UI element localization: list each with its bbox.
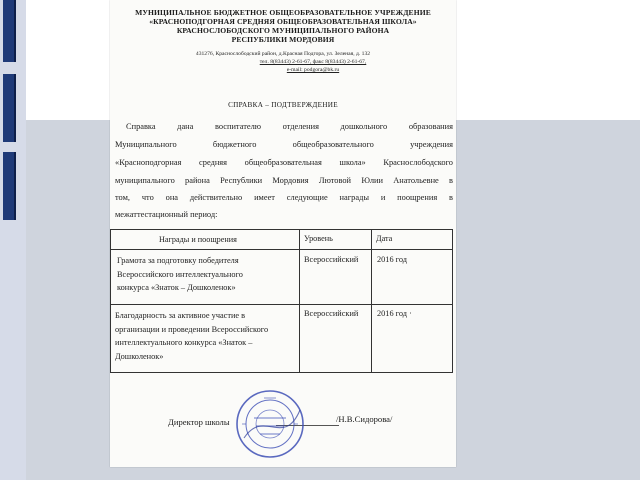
signature-name: /Н.В.Сидорова/ (336, 414, 393, 424)
org-header-line: МУНИЦИПАЛЬНОЕ БЮДЖЕТНОЕ ОБЩЕОБРАЗОВАТЕЛЬНОЕ УЧРЕЖДЕНИЕ (135, 8, 431, 17)
email: e-mail: podgora@bk.ru (286, 67, 340, 73)
signature-role: Директор школы (168, 417, 230, 427)
award-text: Благодарность за активное участие в (115, 311, 246, 320)
phone-fax: тел. 8(83443) 2-61-67, факс 8(83443) 2-61-67, (259, 59, 367, 65)
rail-decoration (3, 74, 16, 142)
body-text-line: том, что она действительно имеет следующие награды и поощрения в (115, 193, 453, 202)
level-cell: Всероссийский (304, 309, 359, 318)
table-header: Дата (376, 234, 393, 243)
document-title: СПРАВКА – ПОДТВЕРЖДЕНИЕ (228, 101, 338, 109)
award-text: конкурса «Знаток – Дошколенок» (117, 283, 236, 292)
scanned-certificate (110, 0, 456, 467)
award-text: Грамота за подготовку победителя (117, 256, 239, 265)
org-header-line: «КРАСНОПОДГОРНАЯ СРЕДНЯЯ ОБЩЕОБРАЗОВАТЕЛЬНАЯ ШКОЛА» (149, 17, 417, 26)
body-text-line: межаттестационный период: (115, 210, 218, 219)
table-header: Уровень (304, 234, 333, 243)
rail-decoration (3, 0, 16, 62)
body-text-line: Справка дана воспитателю отделения дошкольного образования (126, 122, 453, 131)
table-row (115, 309, 268, 363)
body-text-line: «Красноподгорная средняя общеобразовательная школа» Краснослободского (115, 158, 453, 167)
rail-decoration (3, 152, 16, 220)
org-header-line: РЕСПУБЛИКИ МОРДОВИЯ (231, 35, 335, 44)
award-text: Дошколенок» (115, 351, 164, 361)
table-header: Награды и поощрения (159, 235, 237, 244)
slide-left-rail (0, 0, 26, 480)
org-header-line: КРАСНОСЛОБОДСКОГО МУНИЦИПАЛЬНОГО РАЙОНА (176, 26, 390, 35)
award-text: интеллектуального конкурса «Знаток – (115, 338, 253, 347)
level-cell: Всероссийский (304, 255, 359, 264)
official-stamp-icon (234, 388, 306, 460)
address: 431276, Краснослободский район, д.Красная Подгора, ул. Зеленая, д. 132 (195, 51, 371, 57)
award-text: организации и проведении Всероссийского (115, 324, 269, 334)
award-text: Всероссийского интеллектуального (117, 269, 243, 279)
awards-table (110, 229, 453, 373)
date-cell: 2016 год (377, 255, 407, 264)
date-cell: 2016 год · (377, 309, 412, 318)
body-text-line: муниципального района Республики Мордовия Лютовой Юлии Анатольевне в (115, 176, 453, 185)
table-row (117, 254, 243, 295)
body-text-line: Муниципального бюджетного общеобразовательного учреждения (115, 140, 453, 149)
